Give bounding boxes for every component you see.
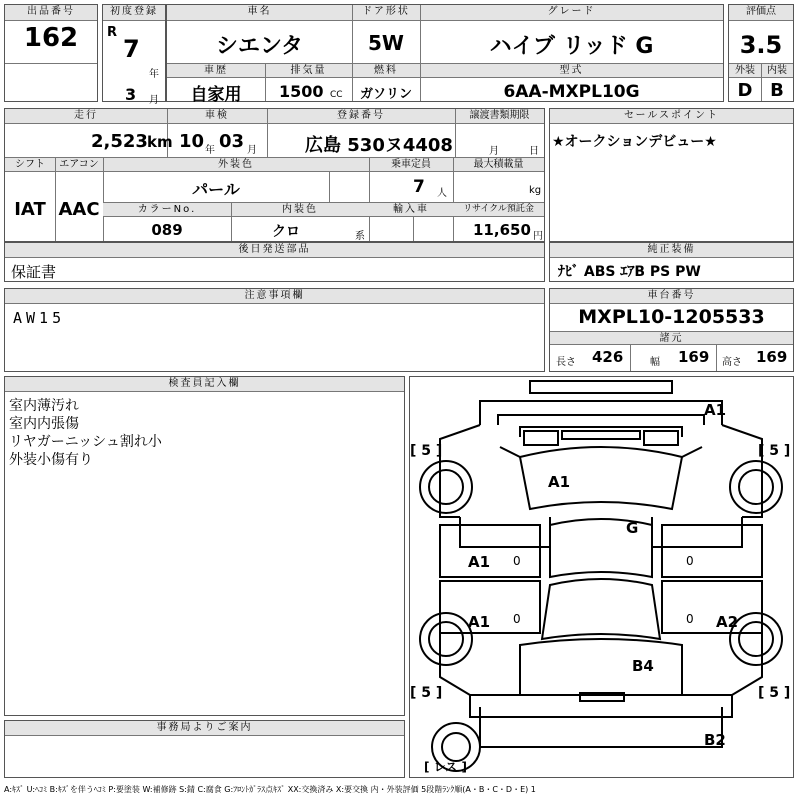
mileage: 2,523 (91, 131, 148, 152)
plate-label: 登録番号 (267, 109, 455, 124)
inspector-box (4, 376, 405, 716)
interior-label: 内装 (761, 63, 793, 78)
color-label: 外装色 (103, 157, 369, 172)
mark-roof: G (626, 519, 639, 537)
mark-left-front-door: A1 (468, 553, 491, 571)
displacement: 1500 (279, 82, 324, 101)
month-unit: 月 (149, 95, 159, 106)
header-main-box (166, 4, 724, 105)
shift: IAT (14, 199, 46, 220)
notes-box (4, 288, 545, 372)
interior-color-label: 内装色 (231, 202, 369, 217)
car-name-label: 車名 (167, 5, 352, 21)
width-label: 幅 (650, 357, 660, 368)
lot-box (4, 4, 98, 102)
history-label: 車歴 (167, 63, 265, 78)
height-value: 169 (756, 348, 788, 366)
year-unit: 年 (149, 69, 159, 80)
height-label: 高さ (722, 357, 742, 368)
recycle-deposit: 11,650 (473, 221, 531, 239)
length-label: 長さ (556, 357, 576, 368)
inspector-label: 検査員記入欄 (5, 377, 404, 392)
mileage-label: 走行 (5, 109, 167, 124)
model-code: 6AA-MXPL10G (503, 82, 640, 102)
car-diagram (410, 377, 793, 777)
inspector-line-2: 室内内張傷 (9, 416, 79, 432)
mark-front-bumper: A1 (704, 401, 727, 419)
tire-rear-left: [ 5 ] (410, 685, 443, 701)
first-registration-box (102, 4, 166, 106)
color-number: 089 (151, 221, 183, 239)
capacity-unit: 人 (437, 188, 447, 199)
inspection-month-unit: 月 (247, 145, 257, 156)
capacity-label: 乗車定員 (369, 157, 453, 172)
grade-label: グレード (420, 5, 723, 21)
score-box (728, 4, 794, 102)
displacement-unit: CC (330, 90, 343, 100)
score-value: 3.5 (739, 31, 783, 59)
mark-right-rear-door: A2 (716, 613, 739, 631)
spare-tire: [ レス ] (424, 760, 467, 774)
equipment-label: 純正装備 (550, 243, 793, 258)
plate-number: 広島 530ヌ4408 (305, 135, 453, 156)
equipment-text: ﾅﾋﾞ ABS ｴｱB PS PW (558, 264, 701, 280)
mark-rear-bumper: B2 (704, 731, 726, 749)
chassis-box (549, 288, 794, 372)
equipment-box (549, 242, 794, 282)
mileage-unit: km (147, 133, 173, 151)
sales-point-label: セールスポイント (550, 109, 793, 124)
exterior-grade: D (737, 80, 753, 101)
inspector-line-3: リヤガーニッシュ割れ小 (9, 434, 162, 450)
shift-label: シフト (5, 157, 55, 172)
door-label: ドア形状 (352, 5, 420, 21)
notes-text: AW15 (13, 309, 66, 327)
interior-color: クロ (272, 224, 300, 240)
air-conditioner: AAC (58, 199, 100, 220)
car-name: シエンタ (215, 34, 304, 59)
displacement-label: 排気量 (265, 63, 352, 78)
length-value: 426 (592, 348, 624, 366)
model-label: 型式 (420, 63, 723, 78)
lot-label: 出品番号 (5, 5, 97, 21)
score-label: 評価点 (729, 5, 793, 21)
interior-color-unit: 系 (355, 231, 365, 242)
exterior-label: 外装 (729, 63, 761, 78)
tire-front-right: [ 5 ] (758, 443, 791, 459)
inspection-month: 03 (219, 131, 245, 152)
legend: A:ｷｽﾞ U:ﾍｺﾐ B:ｷｽﾞを伴うﾍｺﾐ P:要塗装 W:補修跡 S:錆 C:腐食 G:ﾌﾛﾝﾄｶﾞﾗｽ点ｷｽﾞ XX:交換済み X:要交換 内・外装評価 5段階ﾗﾝｸ順(A・B・C・D・E) 1 (4, 785, 536, 794)
interior-grade: B (770, 80, 784, 101)
era: R (107, 25, 118, 40)
mark-tailgate: B4 (632, 657, 654, 675)
sales-point-box (549, 108, 794, 242)
inspector-line-1: 室内薄汚れ (9, 398, 79, 414)
transfer-day-unit: 日 (529, 146, 539, 157)
color-no-label: カラーNo. (103, 202, 231, 217)
fuel-type: ガソリン (359, 87, 412, 102)
delivery-parts-box (4, 242, 545, 282)
mark-windshield-area: A1 (548, 473, 571, 491)
tire-front-left: [ 5 ] (410, 443, 443, 459)
car-diagram-box (409, 376, 794, 778)
grade: ハイブ リッド G (489, 34, 654, 59)
inspection-year: 10 (179, 131, 205, 152)
transfer-month-unit: 月 (489, 146, 499, 157)
recycle-unit: 円 (533, 231, 543, 242)
chassis-label: 車台番号 (550, 289, 793, 304)
capacity: 7 (413, 177, 425, 197)
chassis-number: MXPL10-1205533 (578, 306, 765, 328)
registration-year: 7 (123, 35, 140, 63)
transfer-label: 譲渡書類期限 (455, 109, 544, 124)
import-label: 輸入車 (369, 202, 453, 217)
ac-label: エアコン (55, 157, 103, 172)
door-type: 5W (368, 31, 404, 55)
office-label: 事務局よりご案内 (5, 721, 404, 736)
registration-month: 3 (125, 85, 137, 104)
inspector-line-4: 外装小傷有り (9, 452, 93, 468)
exterior-color: パール (192, 180, 240, 199)
zero-left-front: 0 (513, 554, 521, 568)
office-box (4, 720, 405, 778)
inspection-year-unit: 年 (205, 145, 215, 156)
delivery-parts-text: 保証書 (11, 263, 57, 281)
spec-label: 諸元 (550, 331, 793, 345)
max-load-unit: kg (529, 185, 542, 196)
fuel-label: 燃料 (352, 63, 420, 78)
lot-number: 162 (23, 23, 79, 53)
recycle-label: リサイクル預託金 (453, 202, 544, 217)
notes-label: 注意事項欄 (5, 289, 544, 304)
tire-rear-right: [ 5 ] (758, 685, 791, 701)
zero-left-rear: 0 (513, 612, 521, 626)
vehicle-history: 自家用 (190, 85, 242, 105)
width-value: 169 (678, 348, 710, 366)
mark-left-rear-door: A1 (468, 613, 491, 631)
sales-point-text: ★オークションデビュー★ (552, 134, 717, 150)
info-box (4, 108, 545, 242)
zero-right-front: 0 (686, 554, 694, 568)
max-load-label: 最大積載量 (453, 157, 544, 172)
first-registration-label: 初度登録 (103, 5, 165, 21)
inspection-label: 車検 (167, 109, 267, 124)
delivery-parts-label: 後日発送部品 (5, 243, 544, 258)
zero-right-rear: 0 (686, 612, 694, 626)
